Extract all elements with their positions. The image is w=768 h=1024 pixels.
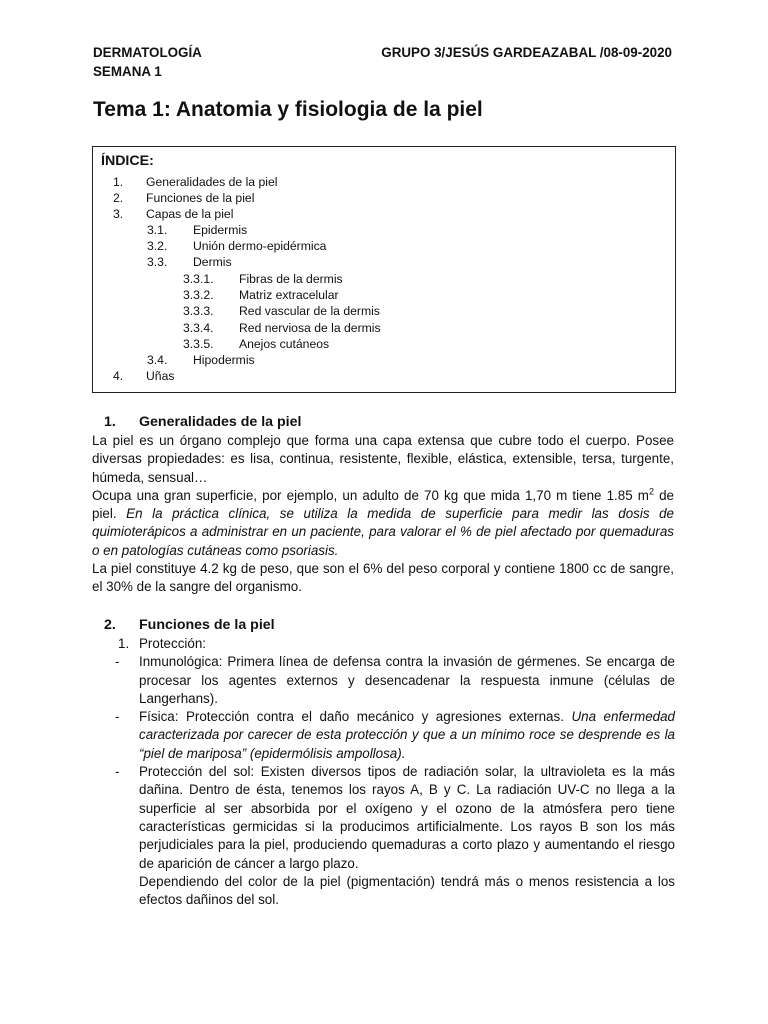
- toc-item-label: Uñas: [146, 369, 175, 383]
- toc-item-label: Generalidades de la piel: [146, 175, 278, 189]
- list-item: [115, 635, 675, 653]
- paragraph: La piel constituye 4.2 kg de peso, que son el 6% del peso corporal y contiene 1800 cc de sangre, el 30% de la sangre del organismo.: [92, 561, 674, 595]
- page-title: Tema 1: Anatomia y fisiologia de la piel: [93, 98, 483, 121]
- bullet-marker: -: [115, 654, 120, 670]
- paragraph: [92, 487, 674, 560]
- toc-item-number: 3.4.: [147, 353, 168, 367]
- section2-list: [115, 635, 675, 909]
- list-item-text: Protección:: [139, 636, 206, 651]
- toc-item-number: 3.3.5.: [183, 337, 214, 351]
- header-subject: DERMATOLOGÍA: [93, 45, 202, 60]
- section-title: Generalidades de la piel: [139, 414, 302, 430]
- toc-item-label: Anejos cutáneos: [239, 337, 330, 351]
- toc-item-label: Matriz extracelular: [239, 288, 339, 302]
- toc-item-number: 3.: [113, 207, 124, 221]
- toc-item-label: Fibras de la dermis: [239, 272, 343, 286]
- toc-item-number: 2.: [113, 191, 124, 205]
- toc-item-label: Capas de la piel: [146, 207, 234, 221]
- toc-item-label: Red nerviosa de la dermis: [239, 321, 381, 335]
- list-item-continuation: Dependiendo del color de la piel (pigmentación) tendrá más o menos resistencia a los efectos dañinos del sol.: [139, 873, 675, 908]
- text-span: Ocupa una gran superficie, por ejemplo, un adulto de 70 kg que mida 1,70 m tiene 1.85 m: [92, 487, 649, 503]
- header-week: SEMANA 1: [93, 64, 162, 79]
- section-number: 1.: [104, 414, 116, 430]
- list-item-text: Física: Protección contra el daño mecánico y agresiones externas.: [139, 709, 572, 725]
- header-left: [93, 43, 202, 81]
- toc-heading: ÍNDICE:: [101, 153, 154, 169]
- toc-item-label: Unión dermo-epidérmica: [193, 239, 327, 253]
- text-span: de piel.: [92, 487, 674, 522]
- toc-item-number: 3.3.2.: [183, 288, 214, 302]
- toc-item-number: 3.2.: [147, 239, 168, 253]
- toc-item-number: 1.: [113, 175, 124, 189]
- toc-item-label: Dermis: [193, 255, 232, 269]
- list-item-text: Protección del sol: Existen diversos tipos de radiación solar, la ultravioleta es la más dañina. Dentro de ésta, tenemos los rayos A, B y C. La radiación UV-C no llega a la superficie al ser absorbida por el oxígeno y el ozono de la atmósfera pero tiene características germicidas si la producimos artificialmente. Los rayos B son los más perjudiciales para la piel, produciendo quemaduras a corto plazo y aumentando el riesgo de aparición de cáncer a largo plazo.: [139, 764, 675, 871]
- section-number: 2.: [104, 617, 116, 633]
- list-item: [115, 763, 675, 909]
- list-item: [115, 653, 675, 708]
- header-group-info: GRUPO 3/JESÚS GARDEAZABAL /08-09-2020: [381, 45, 672, 60]
- paragraph: La piel es un órgano complejo que forma una capa extensa que cubre todo el cuerpo. Posee diversas propiedades: es lisa, continua, resistente, flexible, elástica, extensible, tersa, turgente, húmeda, sensual…: [92, 433, 674, 485]
- italic-text: En la práctica clínica, se utiliza la medida de superficie para medir las dosis de quimioterápicos a administrar en un paciente, para valorar el % de piel afectado por quemaduras o en patologías cutáneas como psoriasis.: [92, 506, 674, 558]
- toc-item-label: Funciones de la piel: [146, 191, 255, 205]
- bullet-marker: -: [115, 764, 120, 780]
- list-item: [115, 708, 675, 763]
- toc-item-number: 3.1.: [147, 223, 168, 237]
- toc-item-number: 4.: [113, 369, 124, 383]
- italic-text: Una enfermedad caracterizada por carecer de esta protección y que a un mínimo roce se desprende es la “piel de mariposa” (epidermólisis ampollosa).: [139, 709, 676, 761]
- table-of-contents: [92, 146, 676, 393]
- section1-body: [92, 432, 674, 597]
- bullet-marker: -: [115, 709, 120, 725]
- toc-item-label: Red vascular de la dermis: [239, 304, 380, 318]
- toc-item-number: 3.3.4.: [183, 321, 214, 335]
- toc-item-label: Hipodermis: [193, 353, 255, 367]
- toc-item-number: 3.3.3.: [183, 304, 214, 318]
- toc-item-number: 3.3.1.: [183, 272, 214, 286]
- toc-item-number: 3.3.: [147, 255, 168, 269]
- list-item-text: Inmunológica: Primera línea de defensa contra la invasión de gérmenes. Se encarga de procesar los agentes externos y desencadenar la respuesta inmune (células de Langerhans).: [139, 654, 675, 706]
- toc-item-label: Epidermis: [193, 223, 248, 237]
- superscript: 2: [648, 486, 654, 497]
- list-marker: 1.: [118, 636, 130, 651]
- section-title: Funciones de la piel: [139, 617, 275, 633]
